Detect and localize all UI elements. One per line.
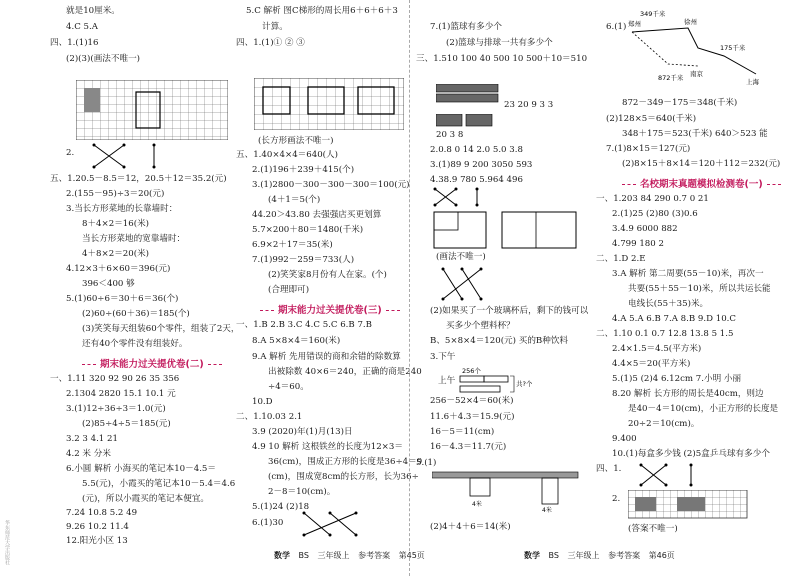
text-line: 3.2 3 4.1 21 xyxy=(66,434,118,444)
text-line: 2.1304 2820 15.1 10.1 元 xyxy=(66,389,176,399)
map-distance: 872千米 xyxy=(658,74,684,82)
svg-text:4米: 4米 xyxy=(542,507,552,514)
text-line: 23 20 9 3 3 xyxy=(504,100,554,110)
text-line: 8.A 5×8×4＝160(米) xyxy=(252,336,341,346)
footer-edition: BS xyxy=(548,551,559,560)
text-line: 7.(1)992－259＝733(人) xyxy=(252,255,355,265)
text-line: (2)4＋4＋6＝14(米) xyxy=(430,522,511,532)
text-line: 5.(1) xyxy=(416,458,437,468)
text-line: 计算。 xyxy=(262,22,288,32)
matching-figure xyxy=(638,462,698,488)
footer-page: 第45页 xyxy=(398,551,425,560)
text-line: 7.24 10.8 5.2 49 xyxy=(66,508,138,518)
text-line: 2－8＝10(cm)。 xyxy=(268,487,336,497)
text-line: 256－52×4＝60(米) xyxy=(430,396,514,406)
map-distance: 175千米 xyxy=(720,44,746,52)
route-map xyxy=(628,4,768,88)
footer-subject: 数学 xyxy=(524,551,540,560)
footer-left xyxy=(274,550,431,561)
text-line: 12.阳光小区 13 xyxy=(66,536,128,546)
text-line: 348＋175＝523(千米) 640＞523 能 xyxy=(622,129,768,139)
text-line: 是40－4＝10(cm)，小正方形的长度是 xyxy=(628,404,779,414)
svg-text:共?个: 共?个 xyxy=(516,380,532,388)
text-line: 五、1.20.5－8.5＝12，20.5＋12＝35.2(元) xyxy=(50,174,227,184)
text-line: 16－5＝11(cm) xyxy=(430,427,495,437)
matching-figure xyxy=(440,266,486,302)
text-line: 四、1. xyxy=(596,464,622,474)
text-line: 5.C 解析 图C梯形的周长用6＋6＋6＋3 xyxy=(246,6,398,16)
text-line: 9.26 10.2 11.4 xyxy=(66,522,129,532)
text-line: 4.38.9 780 5.964 496 xyxy=(430,175,523,185)
text-line: 20÷2＝10(cm)。 xyxy=(628,419,700,429)
text-line: 7.(1)篮球有多少个 xyxy=(430,22,502,32)
text-line: 3.9 (2020)年(1)月(13)日 xyxy=(252,427,353,437)
text-line: 4.9 10 解析 这根铁丝的长度为12×3＝ xyxy=(252,442,403,452)
text-line: 3.(1)12÷36÷3＝1.0(元) xyxy=(66,404,166,414)
section-title: 名校期末真题模拟检测卷(一) xyxy=(618,176,785,190)
text-line: 二、1.10.03 2.1 xyxy=(236,412,303,422)
text-line: 3.A 解析 第二周要(55－10)米，再次一 xyxy=(612,269,764,279)
text-line: 11.6＋4.3＝15.9(元) xyxy=(430,412,515,422)
text-line: 4＋8×2＝20(米) xyxy=(82,249,150,259)
footer-grade: 三年级上 xyxy=(567,551,600,560)
text-line: 2.4×1.5＝4.5(平方米) xyxy=(612,344,702,354)
text-line: 872－349－175＝348(千米) xyxy=(622,98,738,108)
text-line: 买多少个塑料杯？ xyxy=(446,321,515,331)
text-line: 就是10厘米。 xyxy=(66,6,120,16)
text-line: 出被除数 40×6＝240，正确的商是240 xyxy=(268,367,422,377)
text-line: 3.下午 xyxy=(430,352,456,362)
text-line: 8.20 解析 长方形的周长是40cm，则边 xyxy=(612,389,764,399)
map-city: 郑州 xyxy=(628,20,641,28)
text-line: 2. xyxy=(66,148,75,158)
text-line: B、5×8×4＝120(元) 买的B种饮料 xyxy=(430,336,569,346)
text-line: (2)128×5＝640(千米) xyxy=(606,114,697,124)
svg-text:256个: 256个 xyxy=(462,367,481,375)
matching-figure xyxy=(300,510,380,538)
map-city: 徐州 xyxy=(684,18,697,26)
text-line: 三、1.510 100 40 500 10 500＋10＝510 xyxy=(416,54,588,64)
text-line: (画法不唯一) xyxy=(436,252,486,262)
text-line: 2.0.8 0 14 2.0 5.0 3.8 xyxy=(430,145,523,155)
footer-edition: BS xyxy=(298,551,309,560)
text-line: 8＋4×2＝16(米) xyxy=(82,219,150,229)
grid-figure xyxy=(628,490,748,522)
text-line: 396＜400 够 xyxy=(82,279,135,289)
text-line: 10.D xyxy=(252,397,273,407)
text-line: 4.2 米 分米 xyxy=(66,449,111,459)
text-line: (2)60÷(60＋36)＝185(个) xyxy=(82,309,190,319)
section-title: 期末能力过关提优卷(三) xyxy=(256,302,404,316)
grid-figure xyxy=(76,80,228,140)
text-line: 4.4×5＝20(平方米) xyxy=(612,359,691,369)
footer-subject: 数学 xyxy=(274,551,290,560)
text-line: 电线长(55＋35)米。 xyxy=(628,299,709,309)
wall-figure xyxy=(432,470,582,514)
text-line: 一、1.11 320 92 90 26 35 356 xyxy=(50,374,180,384)
text-line: (元)，所以小霞买的笔记本便宜。 xyxy=(82,494,210,504)
text-line: (3)笑笑每天组装60个零件，组装了2天， xyxy=(82,324,240,334)
text-line: 5.(1)60÷6＝30＋6＝36(个) xyxy=(66,294,179,304)
text-line: 10.(1)每盒多少钱 (2)5盒乒乓球有多少个 xyxy=(612,449,770,459)
grid-figure xyxy=(254,78,404,130)
text-line: 4.A 5.A 6.B 7.A 8.B 9.D 10.C xyxy=(612,314,736,324)
text-line: (2)篮球与排球一共有多少个 xyxy=(446,38,553,48)
text-line: 当长方形菜地的宽靠墙时： xyxy=(82,234,186,244)
text-line: 9.400 xyxy=(612,434,637,444)
text-line: 36(cm)，围成正方形的长度是36÷4＝9 xyxy=(268,457,423,467)
text-line: 二、1.10 0.1 0.7 12.8 13.8 5 1.5 xyxy=(596,329,734,339)
text-line: 2.(155－95)÷3＝20(元) xyxy=(66,189,165,199)
text-line: 20 3 8 xyxy=(436,130,464,140)
block-figure xyxy=(436,114,496,128)
text-line: 一、1.B 2.B 3.C 4.C 5.C 6.B 7.B xyxy=(236,320,372,330)
text-line: 5.(1)5 (2)4 6.12cm 7.小明 小丽 xyxy=(612,374,742,384)
bar-diagram xyxy=(458,364,532,394)
footer-right xyxy=(524,550,681,561)
text-line: 一、1.203 84 290 0.7 0 21 xyxy=(596,194,709,204)
text-line: 7.(1)8×15＝127(元) xyxy=(606,144,691,154)
text-line: 4.12×3＋6×60＝396(元) xyxy=(66,264,171,274)
text-line: (2)85÷4÷5＝185(元) xyxy=(82,419,171,429)
text-line: 5.7×200＋80＝1480(千米) xyxy=(252,225,364,235)
page-divider xyxy=(409,0,410,576)
matching-figure xyxy=(432,186,482,208)
text-line: 16－4.3＝11.7(元) xyxy=(430,442,507,452)
text-line: 44.20＞43.80 去强强店买更划算 xyxy=(252,210,382,220)
text-line: 还有40个零件没有组装好。 xyxy=(82,339,188,349)
footer-label: 参考答案 xyxy=(608,551,641,560)
block-figure xyxy=(436,84,500,104)
side-note: 华东师范大学出版社 xyxy=(4,520,10,565)
footer-label: 参考答案 xyxy=(358,551,391,560)
map-distance: 349千米 xyxy=(640,10,666,18)
text-line: 6.9×2＋17＝35(米) xyxy=(252,240,333,250)
footer-page: 第46页 xyxy=(648,551,675,560)
shape-figure xyxy=(432,210,582,250)
footer-grade: 三年级上 xyxy=(317,551,350,560)
text-line: 4.799 180 2 xyxy=(612,239,664,249)
text-line: ÷4＝60。 xyxy=(268,382,309,392)
text-line: 6.小圆 解析 小海买的笔记本10－4.5＝ xyxy=(66,464,216,474)
text-line: 6.(1) xyxy=(606,22,627,32)
text-line: 四、1.(1)① ② ③ xyxy=(236,38,305,48)
text-line: 二、1.D 2.E xyxy=(596,254,646,264)
text-line: 五、1.40×4×4＝640(人) xyxy=(236,150,338,160)
matching-figure xyxy=(90,142,180,170)
text-line: 共要(55＋55－10)米，所以共运长能 xyxy=(628,284,771,294)
text-line: 2. xyxy=(612,494,621,504)
text-line: (合理即可) xyxy=(268,285,310,295)
map-city: 上海 xyxy=(746,78,759,86)
text-line: (2)如果买了一个玻璃杯后，剩下的钱可以 xyxy=(430,306,589,316)
text-line: 5.5(元)，小霞买的笔记本10－5.4＝4.6 xyxy=(82,479,236,489)
text-line: 3.4.9 6000 882 xyxy=(612,224,678,234)
section-title: 期末能力过关提优卷(二) xyxy=(78,356,226,370)
text-line: 4.C 5.A xyxy=(66,22,98,32)
svg-text:4米: 4米 xyxy=(472,501,482,508)
text-line: (cm)，围成宽8cm的长方形，长为36÷ xyxy=(268,472,419,482)
map-city: 南京 xyxy=(690,70,703,78)
text-line: 上午 xyxy=(438,376,456,386)
text-line: 2.(1)25 (2)80 (3)0.6 xyxy=(612,209,698,219)
text-line: (2)(3)(画法不唯一) xyxy=(66,54,141,64)
text-line: 5.(1)24 (2)18 xyxy=(252,502,310,512)
text-line: (4＋1＝5(个) xyxy=(268,195,321,205)
text-line: (长方形画法不唯一) xyxy=(258,136,334,146)
text-line: (答案不唯一) xyxy=(628,524,678,534)
text-line: 9.A 解析 先用错误的商和余错的除数算 xyxy=(252,352,401,362)
text-line: 四、1.(1)16 xyxy=(50,38,99,48)
text-line: 3.当长方形菜地的长靠墙时： xyxy=(66,204,178,214)
text-line: (2)8×15＋8×14＝120＋112＝232(元) xyxy=(622,159,781,169)
text-line: 3.(1)2800－300－300－300＝100(元) xyxy=(252,180,410,190)
text-line: (2)笑笑家8月份有人在家。(个) xyxy=(268,270,387,280)
text-line: 2.(1)196＋239＋415(个) xyxy=(252,165,355,175)
text-line: 6.(1)30 xyxy=(252,518,284,528)
text-line: 3.(1)89 9 200 3050 593 xyxy=(430,160,533,170)
